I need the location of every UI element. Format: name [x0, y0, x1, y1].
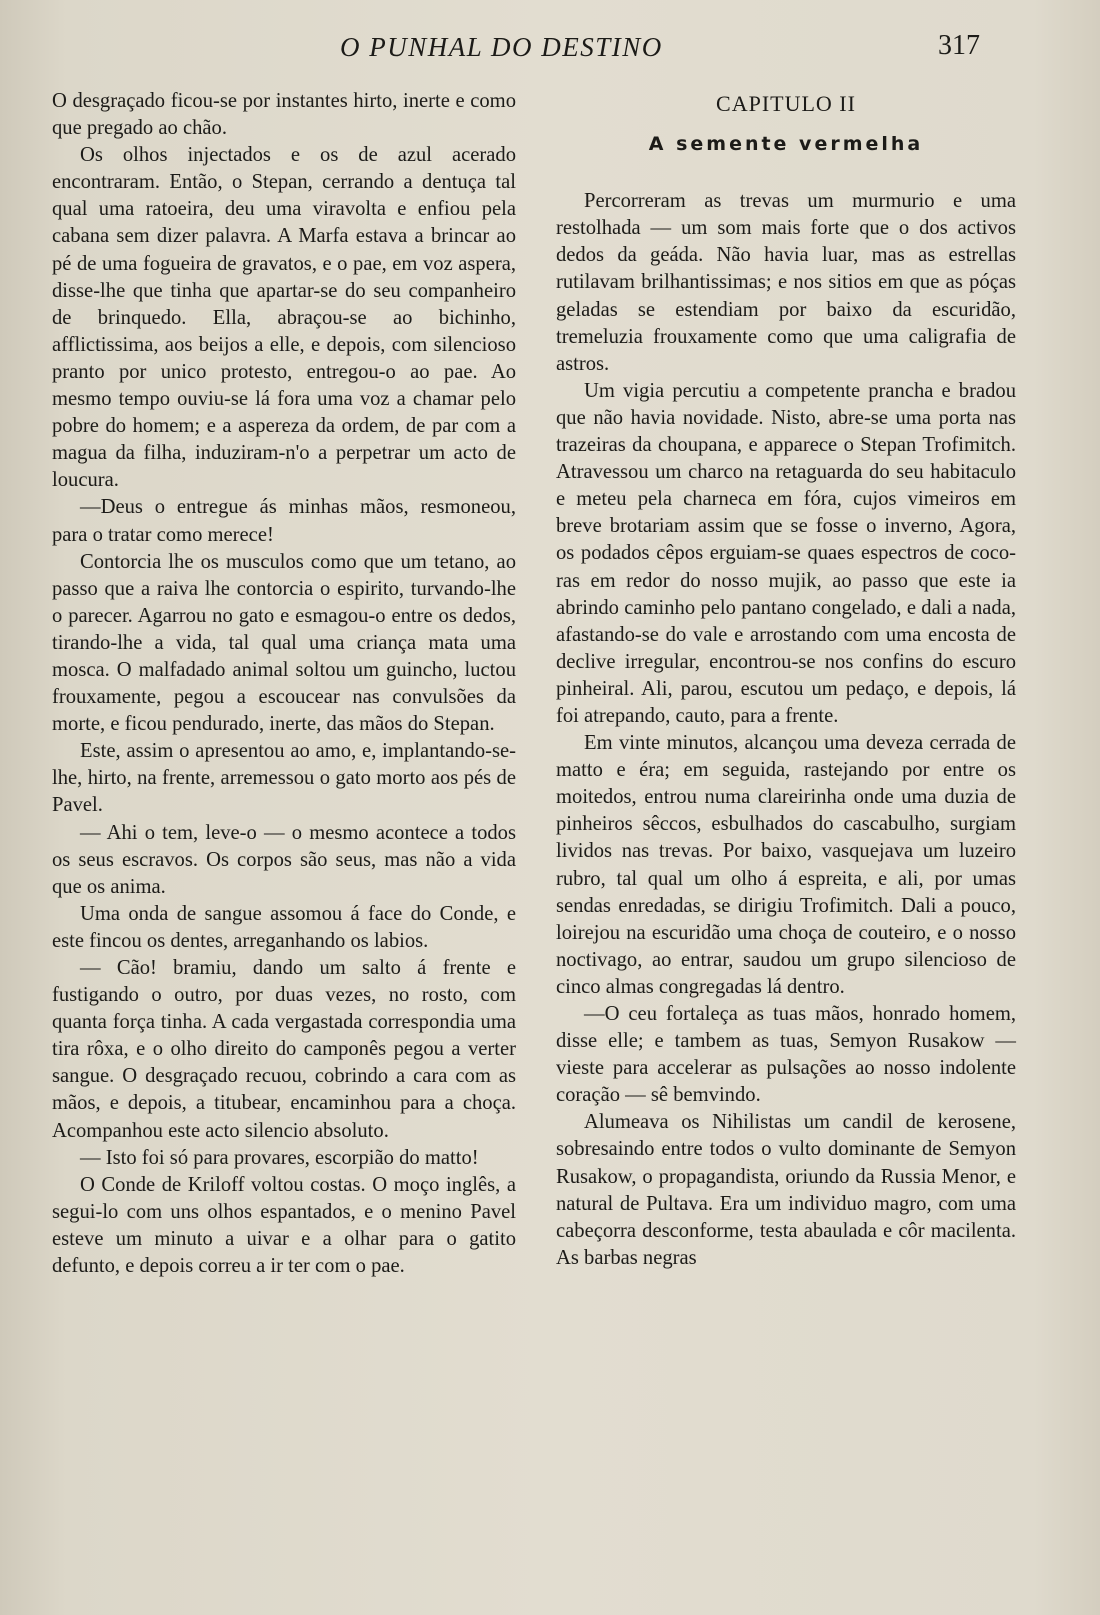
- running-header: [0, 30, 1100, 70]
- paragraph: Contorcia lhe os musculos como que um tetano, ao passo que a raiva lhe contorcia o espirito, turvando-lhe o parecer. Agarrou no gato e esmagou-o entre os dedos, tirando-lhe a vida, tal qual uma criança mata uma mosca. O malfadado animal soltou um guincho, luctou frouxamente, pegou a escoucear nas convulsões da morte, e ficou pendurado, inerte, das mãos do Stepan.: [52, 550, 516, 736]
- paragraph: O desgraçado ficou-se por instantes hirto, inerte e como que pregado ao chão.: [52, 90, 516, 140]
- paragraph: —Deus o entregue ás minhas mãos, resmoneou, para o tratar como merece!: [52, 496, 516, 546]
- paragraph: —O ceu fortaleça as tuas mãos, honrado homem, disse elle; e tambem as tuas, Semyon Rusakow — vieste para accelerar as pulsações ao nosso indolente coração — sê bemvindo.: [556, 1003, 1016, 1107]
- chapter-label: CAPITULO II: [716, 91, 856, 116]
- paragraph: — Ahi o tem, leve-o — o mesmo acontece a todos os seus escravos. Os corpos são seus, mas não a vida que os anima.: [52, 821, 516, 898]
- chapter-title: A semente vermelha: [648, 133, 924, 156]
- running-title: O PUNHAL DO DESTINO: [340, 32, 663, 62]
- left-column: [52, 88, 516, 1280]
- paragraph: — Cão! bramiu, dando um salto á frente e fustigando o outro, por duas vezes, no rosto, com quanta força tinha. A cada vergastada correspondia uma tira rôxa, e o olho direito do camponês pegou a verter sangue. O desgraçado recuou, cobrindo a cara com as mãos, e depois, a titubear, encaminhou para a choça. Acompanhou este acto silencio absoluto.: [52, 957, 516, 1142]
- paragraph: Este, assim o apresentou ao amo, e, implantando-se-lhe, hirto, na frente, arremessou o gato morto aos pés de Pavel.: [52, 740, 516, 817]
- paragraph: Em vinte minutos, alcançou uma deveza cerrada de matto e éra; em seguida, rastejando por entre os moitedos, entrou numa clareirinha onde uma duzia de pinheiros sêccos, esbulhados do cascabulho, surgiam lividos nas trevas. Por baixo, vasquejava um luzeiro rubro, tal qual um olho á espreita, e ali, por umas sendas enredadas, se dirigiu Trofimitch. Dali a pouco, loirejou na escuridão uma choça de couteiro, e o nosso noctivago, ao entrar, saudou um grupo silencioso de cinco almas congregadas lá dentro.: [556, 732, 1016, 998]
- paragraph: Uma onda de sangue assomou á face do Conde, e este fincou os dentes, arreganhando os labios.: [52, 902, 516, 952]
- page-number: 317: [938, 30, 980, 61]
- paragraph: O Conde de Kriloff voltou costas. O moço inglês, a segui-lo com uns olhos espantados, e o menino Pavel esteve um minuto a uivar e a olhar para o gatito defunto, e depois correu a ir ter com o pae.: [52, 1173, 516, 1278]
- paragraph: Um vigia percutiu a competente prancha e bradou que não havia novidade. Nisto, abre-se uma porta nas trazeiras da choupana, e apparece o Stepan Trofimitch. Atravessou um charco na retaguarda do seu habitaculo e meteu pela charneca em fóra, cujos vimeiros em breve brotariam assim que se fosse o inverno, Agora, os podados cêpos erguiam-se quaes espectros de cocoras em redor do nosso mujik, ao passo que este ia abrindo caminho pelo pantano congelado, e dali a nada, afastando-se do vale e arrostando com uma encosta de declive irregular, encontrou-se nos confins do escuro pinheiral. Ali, parou, escutou um pedaço, e depois, lá foi atrepando, cauto, para a frente.: [556, 379, 1016, 727]
- paragraph: Os olhos injectados e os de azul acerado encontraram. Então, o Stepan, cerrando a dentuça tal qual uma ratoeira, deu uma viravolta e enfiou pela cabana sem dizer palavra. A Marfa estava a brincar ao pé de uma fogueira de gravatos, e o pae, em voz aspera, disse-lhe que tinha que apartar-se do seu companheiro de brinquedo. Ella, abraçou-se ao bichinho, afflictissima, aos beijos a elle, e depois, com silencioso pranto por unico protesto, entregou-o ao pae. Ao mesmo tempo ouviu-se lá fora uma voz a chamar pelo pobre do homem; e a aspereza da ordem, de par com a magua da filha, induziram-n'o a perpetrar um acto de loucura.: [52, 144, 516, 492]
- right-column: [556, 88, 1016, 1272]
- paragraph: — Isto foi só para provares, escorpião do matto!: [80, 1146, 479, 1169]
- paragraph: Percorreram as trevas um murmurio e uma restolhada — um som mais forte que o dos activos dedos da geáda. Não havia luar, mas as estrellas rutilavam brilhantissimas; e nos sitios em que as póças geladas se estendiam por baixo da escuridão, tremeluzia frouxamente como que uma caligrafia de astros.: [556, 190, 1016, 375]
- paragraph: Alumeava os Nihilistas um candil de kerosene, sobresaindo entre todos o vulto dominante de Semyon Rusakow, o propagandista, oriundo da Russia Menor, e natural de Pultava. Era um individuo magro, com uma cabeçorra desconforme, testa abaulada e côr macilenta. As barbas negras: [556, 1111, 1016, 1269]
